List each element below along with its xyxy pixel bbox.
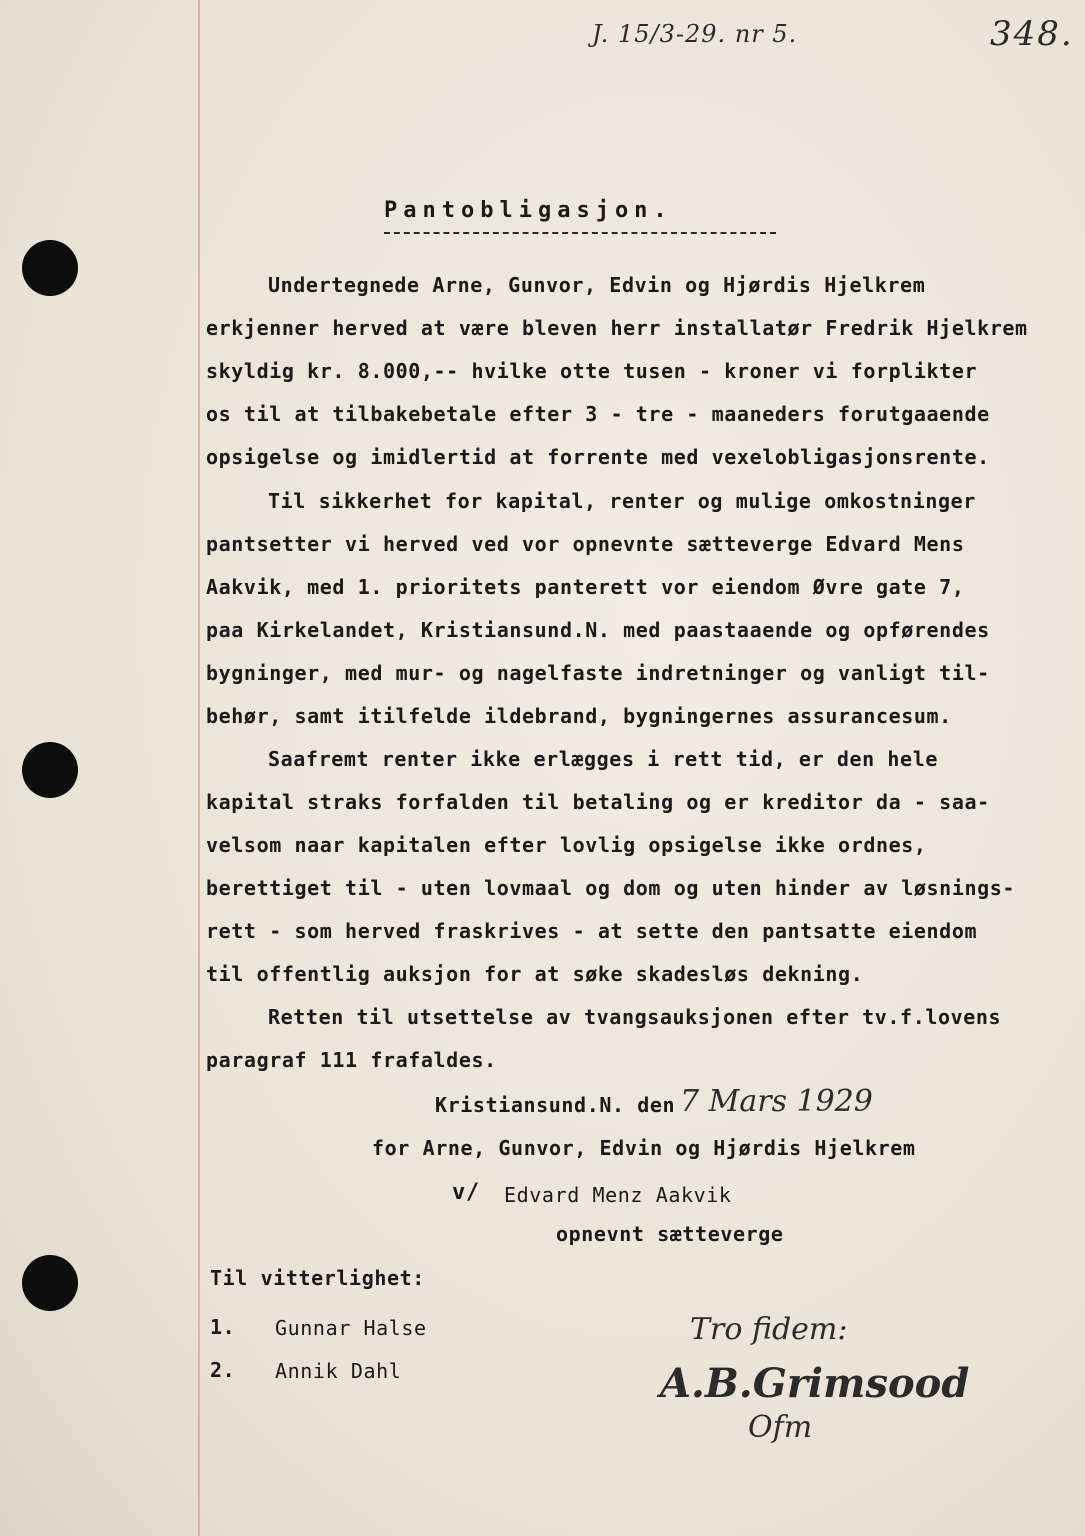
body-line: til offentlig auksjon for at søke skadesløs dekning. [206, 962, 864, 986]
body-line: bygninger, med mur- og nagelfaste indretninger og vanligt til- [206, 661, 990, 685]
place-date-typed: Kristiansund.N. den [435, 1093, 676, 1117]
binder-hole-middle [22, 742, 78, 798]
body-line: Aakvik, med 1. prioritets panterett vor eiendom Øvre gate 7, [206, 575, 965, 599]
body-line: paragraf 111 frafaldes. [206, 1048, 497, 1072]
body-line: berettiget til - uten lovmaal og dom og uten hinder av løsnings- [206, 876, 1016, 900]
body-line: paa Kirkelandet, Kristiansund.N. med paastaaende og opførendes [206, 618, 990, 642]
body-line: kapital straks forfalden til betaling og er kreditor da - saa- [206, 790, 990, 814]
per-mark: v/ [452, 1180, 480, 1205]
witness-name: Annik Dahl [275, 1359, 402, 1383]
body-line: velsom naar kapitalen efter lovlig opsigelse ikke ordnes, [206, 833, 927, 857]
body-line: pantsetter vi herved ved vor opnevnte sætteverge Edvard Mens [206, 532, 965, 556]
handwritten-title: Ofm [748, 1410, 813, 1445]
body-line: skyldig kr. 8.000,-- hvilke otte tusen - kroner vi forplikter [206, 359, 978, 383]
handwritten-signature: A.B.Grimsood [660, 1360, 970, 1407]
body-line: opsigelse og imidlertid at forrente med vexelobligasjonsrente. [206, 445, 990, 469]
on-behalf-line: for Arne, Gunvor, Edvin og Hjørdis Hjelkrem [372, 1136, 916, 1160]
body-line: behør, samt itilfelde ildebrand, bygningernes assurancesum. [206, 704, 952, 728]
body-line: erkjenner herved at være bleven herr installatør Fredrik Hjelkrem [206, 316, 1028, 340]
body-line: Retten til utsettelse av tvangsauksjonen efter tv.f.lovens [268, 1005, 1002, 1029]
margin-line [198, 0, 200, 1536]
document-title: Pantobligasjon. [384, 198, 673, 223]
body-line: Saafremt renter ikke erlægges i rett tid, er den hele [268, 747, 938, 771]
body-line: rett - som herved fraskrives - at sette den pantsatte eiendom [206, 919, 978, 943]
body-line: Til sikkerhet for kapital, renter og mulige omkostninger [268, 489, 976, 513]
body-line: Undertegnede Arne, Gunvor, Edvin og Hjørdis Hjelkrem [268, 273, 926, 297]
title-underline [384, 232, 776, 234]
page-number: 348. [990, 14, 1074, 54]
body-line: os til at tilbakebetale efter 3 - tre - maaneders forutgaaende [206, 402, 990, 426]
binder-hole-bottom [22, 1255, 78, 1311]
handwritten-fidem: Tro fidem: [690, 1312, 848, 1347]
binder-hole-top [22, 240, 78, 296]
witness-heading: Til vitterlighet: [210, 1266, 425, 1290]
handwritten-reference: J. 15/3-29. nr 5. [592, 20, 798, 48]
witness-number: 2. [210, 1358, 236, 1382]
witness-number: 1. [210, 1315, 236, 1339]
signer-name: Edvard Menz Aakvik [504, 1183, 732, 1207]
signer-role: opnevnt sætteverge [556, 1222, 784, 1246]
handwritten-date: 7 Mars 1929 [680, 1084, 873, 1119]
witness-name: Gunnar Halse [275, 1316, 427, 1340]
